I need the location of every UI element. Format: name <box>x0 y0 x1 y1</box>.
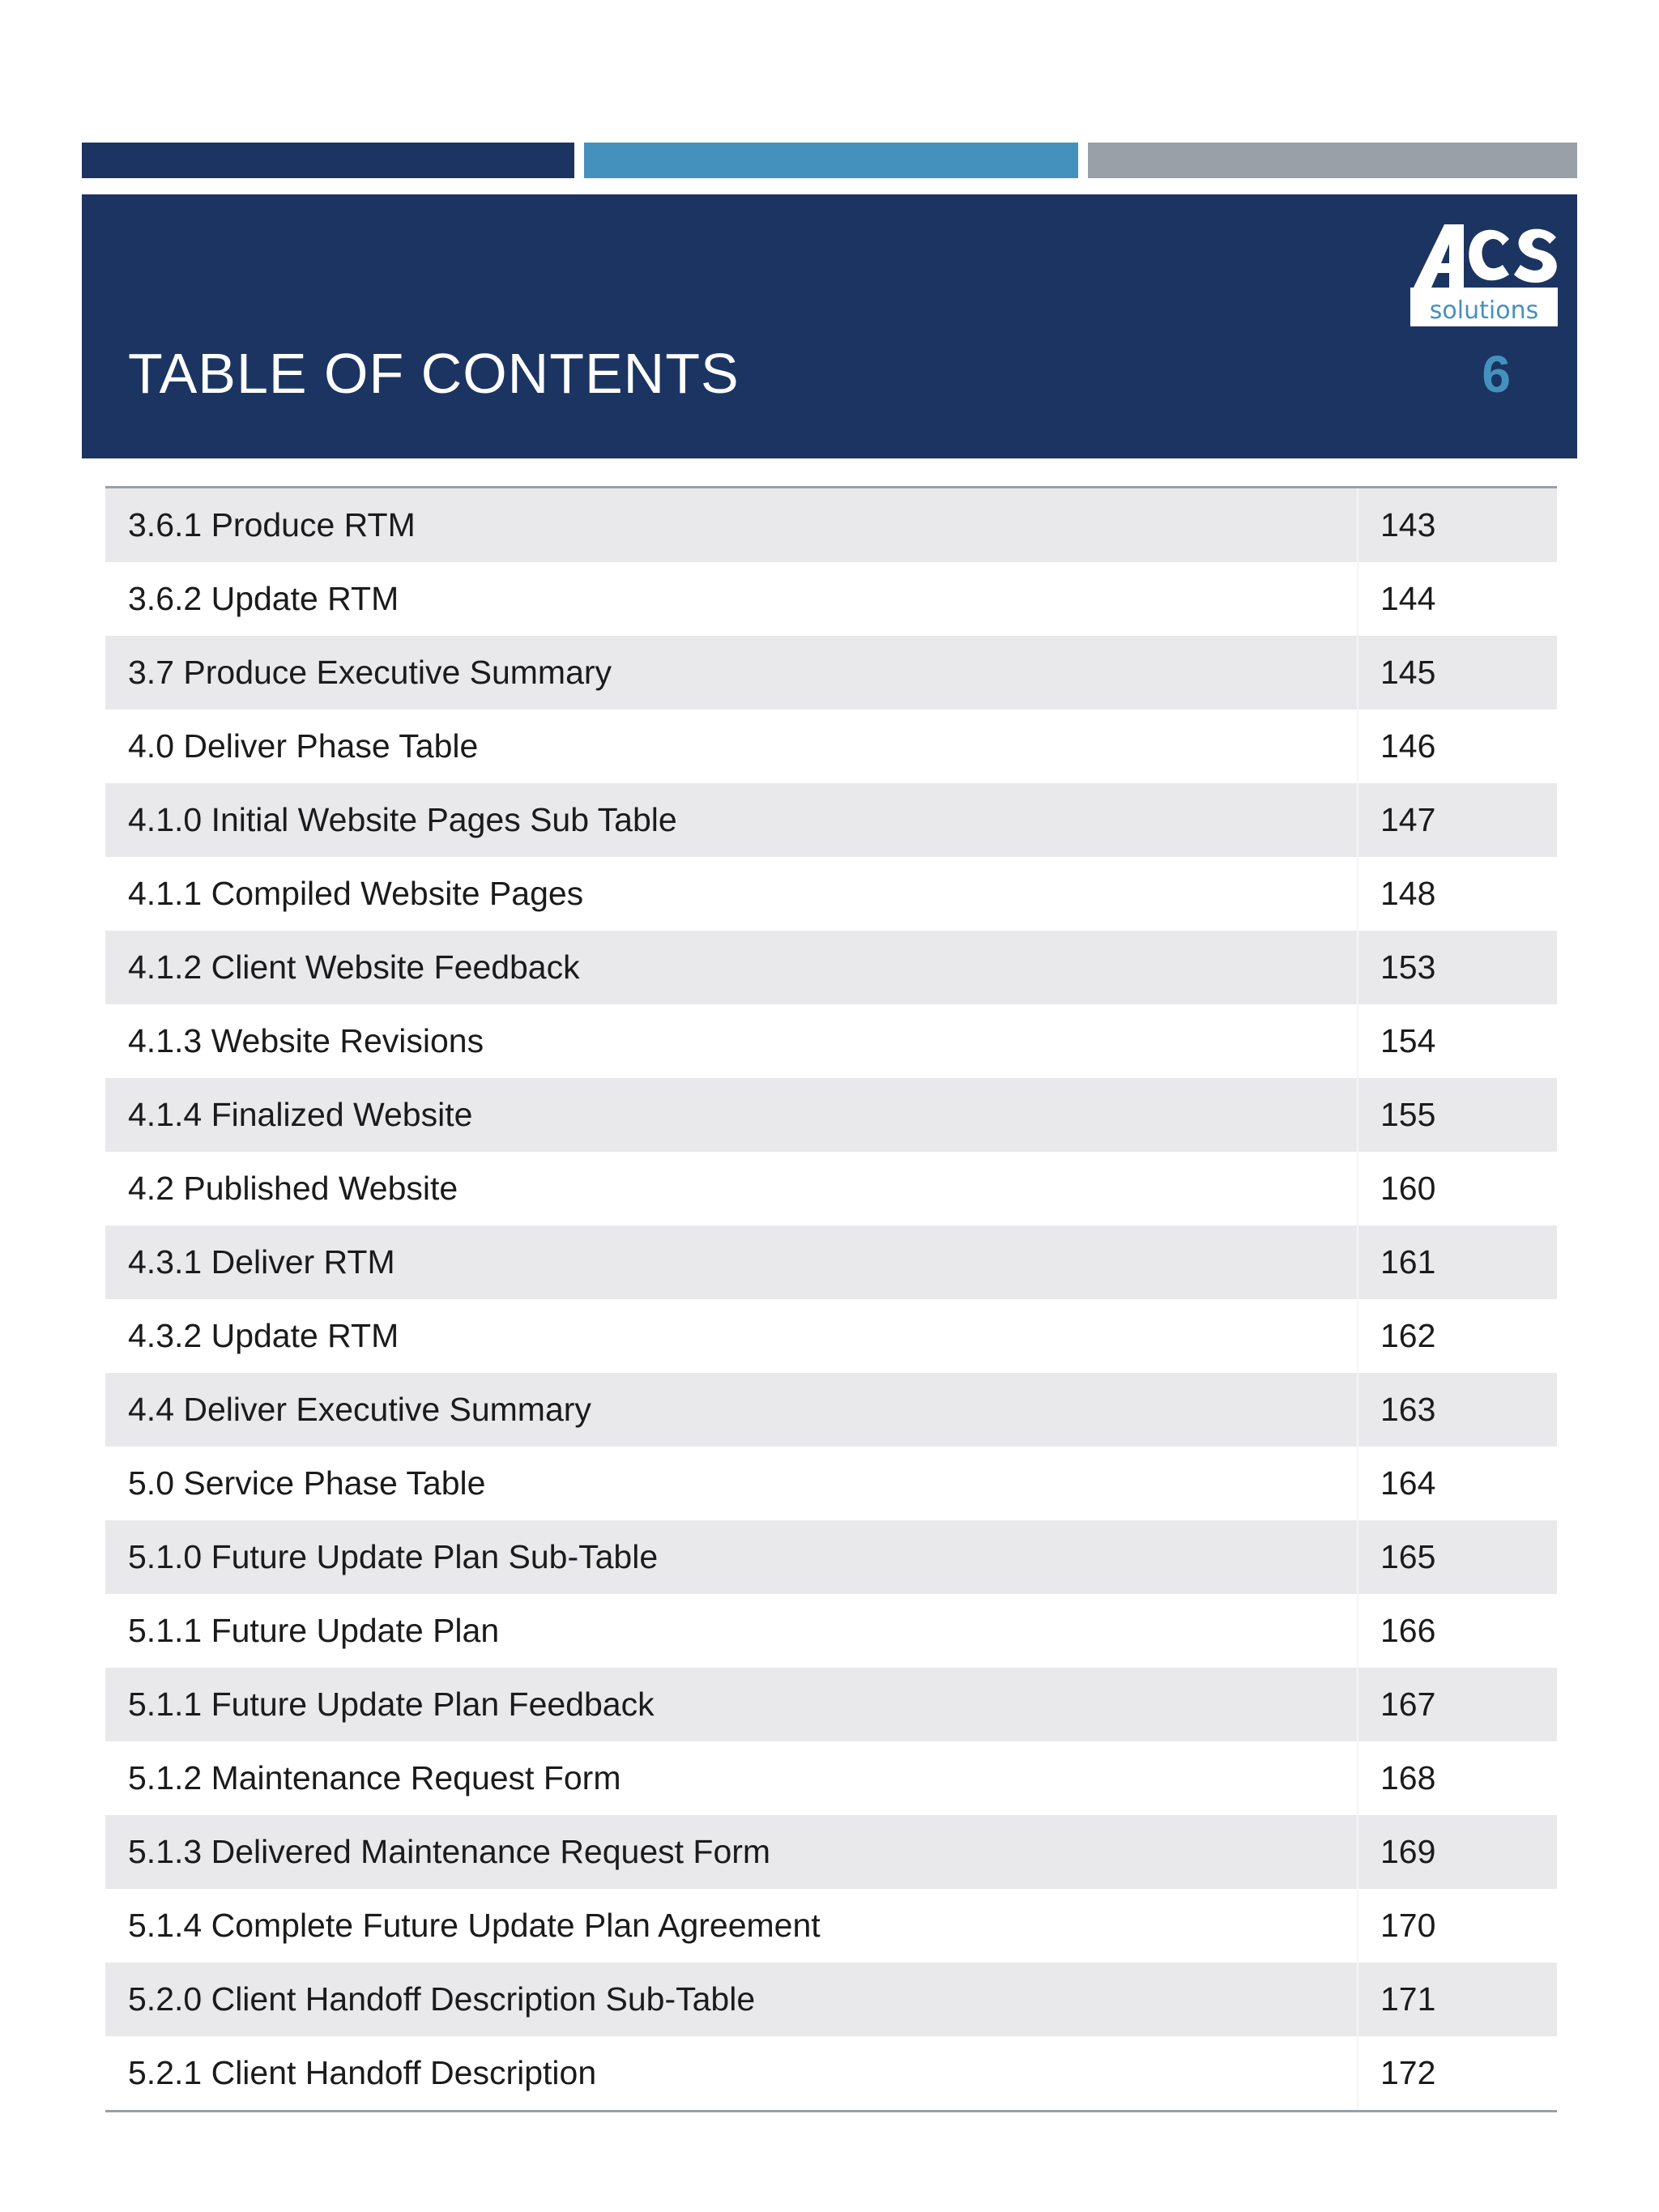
column-divider <box>1357 1152 1358 1225</box>
toc-entry-label: 5.1.1 Future Update Plan Feedback <box>128 1686 655 1723</box>
toc-row <box>105 1078 1557 1152</box>
toc-entry-label: 5.1.3 Delivered Maintenance Request Form <box>128 1833 771 1870</box>
toc-entry-label: 3.6.1 Produce RTM <box>128 506 416 543</box>
toc-row <box>105 1004 1557 1078</box>
toc-entry-page: 154 <box>1380 1022 1436 1059</box>
toc-entry-page: 162 <box>1380 1317 1436 1354</box>
decorative-color-bars <box>82 143 1577 178</box>
toc-entry-label: 4.2 Published Website <box>128 1170 458 1207</box>
column-divider <box>1357 931 1358 1004</box>
toc-entry-page: 153 <box>1380 948 1436 986</box>
toc-row <box>105 1299 1557 1373</box>
column-divider <box>1357 1889 1358 1963</box>
toc-entry-label: 5.1.2 Maintenance Request Form <box>128 1759 621 1796</box>
toc-entry-page: 163 <box>1380 1391 1436 1428</box>
toc-entry-page: 143 <box>1380 506 1436 543</box>
column-divider <box>1357 562 1358 636</box>
toc-entry-page: 167 <box>1380 1686 1436 1723</box>
toc-entry-label: 3.6.2 Update RTM <box>128 580 399 617</box>
column-divider <box>1357 2036 1358 2110</box>
page-number: 6 <box>1482 345 1511 403</box>
toc-entry-page: 144 <box>1380 580 1436 617</box>
toc-entry-page: 146 <box>1380 727 1436 765</box>
toc-entry-page: 168 <box>1380 1759 1436 1796</box>
toc-entry-page: 155 <box>1380 1096 1436 1133</box>
toc-row <box>105 931 1557 1004</box>
toc-entry-label: 4.1.3 Website Revisions <box>128 1022 484 1059</box>
toc-entry-page: 171 <box>1380 1980 1436 2018</box>
column-divider <box>1357 636 1358 710</box>
column-divider <box>1357 1741 1358 1815</box>
toc-row <box>105 488 1557 562</box>
column-divider <box>1357 1520 1358 1594</box>
toc-row <box>105 1373 1557 1447</box>
toc-row <box>105 2036 1557 2110</box>
column-divider <box>1357 783 1358 857</box>
toc-table <box>105 486 1557 2112</box>
toc-entry-page: 170 <box>1380 1907 1436 1944</box>
toc-row <box>105 857 1557 931</box>
column-divider <box>1357 1963 1358 2036</box>
toc-entry-label: 5.1.4 Complete Future Update Plan Agreement <box>128 1907 821 1944</box>
toc-entry-label: 5.1.0 Future Update Plan Sub-Table <box>128 1538 659 1575</box>
gray-bar <box>1088 143 1577 178</box>
column-divider <box>1357 1815 1358 1889</box>
column-divider <box>1357 1299 1358 1373</box>
toc-entry-page: 166 <box>1380 1612 1436 1649</box>
toc-row <box>105 1741 1557 1815</box>
toc-entry-label: 4.1.2 Client Website Feedback <box>128 948 580 986</box>
toc-row <box>105 1815 1557 1889</box>
column-divider <box>1357 1594 1358 1668</box>
column-divider <box>1357 1668 1358 1741</box>
toc-entry-page: 164 <box>1380 1464 1436 1502</box>
toc-row <box>105 1152 1557 1225</box>
page-title: TABLE OF CONTENTS <box>128 342 740 405</box>
toc-row <box>105 562 1557 636</box>
header-banner <box>82 194 1577 458</box>
column-divider <box>1357 1004 1358 1078</box>
toc-entry-label: 3.7 Produce Executive Summary <box>128 654 612 691</box>
toc-entry-label: 5.2.1 Client Handoff Description <box>128 2054 597 2091</box>
toc-entry-page: 145 <box>1380 654 1436 691</box>
toc-row <box>105 1889 1557 1963</box>
toc-entry-page: 147 <box>1380 801 1436 838</box>
toc-entry-label: 4.1.0 Initial Website Pages Sub Table <box>128 801 677 838</box>
toc-row <box>105 710 1557 783</box>
toc-row <box>105 1963 1557 2036</box>
toc-entry-label: 4.0 Deliver Phase Table <box>128 727 479 765</box>
column-divider <box>1357 710 1358 783</box>
column-divider <box>1357 1225 1358 1299</box>
toc-entry-page: 172 <box>1380 2054 1436 2091</box>
toc-entry-label: 4.1.4 Finalized Website <box>128 1096 473 1133</box>
toc-entry-label: 5.0 Service Phase Table <box>128 1464 486 1502</box>
toc-entry-label: 4.3.1 Deliver RTM <box>128 1243 395 1281</box>
toc-entry-page: 165 <box>1380 1538 1436 1575</box>
toc-row <box>105 1594 1557 1668</box>
toc-entry-label: 4.3.2 Update RTM <box>128 1317 399 1354</box>
navy-bar <box>82 143 574 178</box>
toc-entry-label: 4.1.1 Compiled Website Pages <box>128 875 584 912</box>
toc-entry-label: 5.2.0 Client Handoff Description Sub-Table <box>128 1980 756 2018</box>
toc-row <box>105 1668 1557 1741</box>
toc-row <box>105 783 1557 857</box>
column-divider <box>1357 1447 1358 1520</box>
column-divider <box>1357 1373 1358 1447</box>
toc-entry-page: 169 <box>1380 1833 1436 1870</box>
column-divider <box>1357 488 1358 562</box>
toc-entry-page: 161 <box>1380 1243 1436 1281</box>
toc-entry-page: 148 <box>1380 875 1436 912</box>
column-divider <box>1357 857 1358 931</box>
column-divider <box>1357 1078 1358 1152</box>
logo-subtext: solutions <box>1429 296 1539 325</box>
toc-row <box>105 636 1557 710</box>
toc-row <box>105 1447 1557 1520</box>
toc-entry-page: 160 <box>1380 1170 1436 1207</box>
toc-row <box>105 1225 1557 1299</box>
toc-row <box>105 1520 1557 1594</box>
blue-bar <box>584 143 1078 178</box>
acs-solutions-logo <box>1410 221 1558 326</box>
toc-entry-label: 4.4 Deliver Executive Summary <box>128 1391 591 1428</box>
toc-entry-label: 5.1.1 Future Update Plan <box>128 1612 500 1649</box>
